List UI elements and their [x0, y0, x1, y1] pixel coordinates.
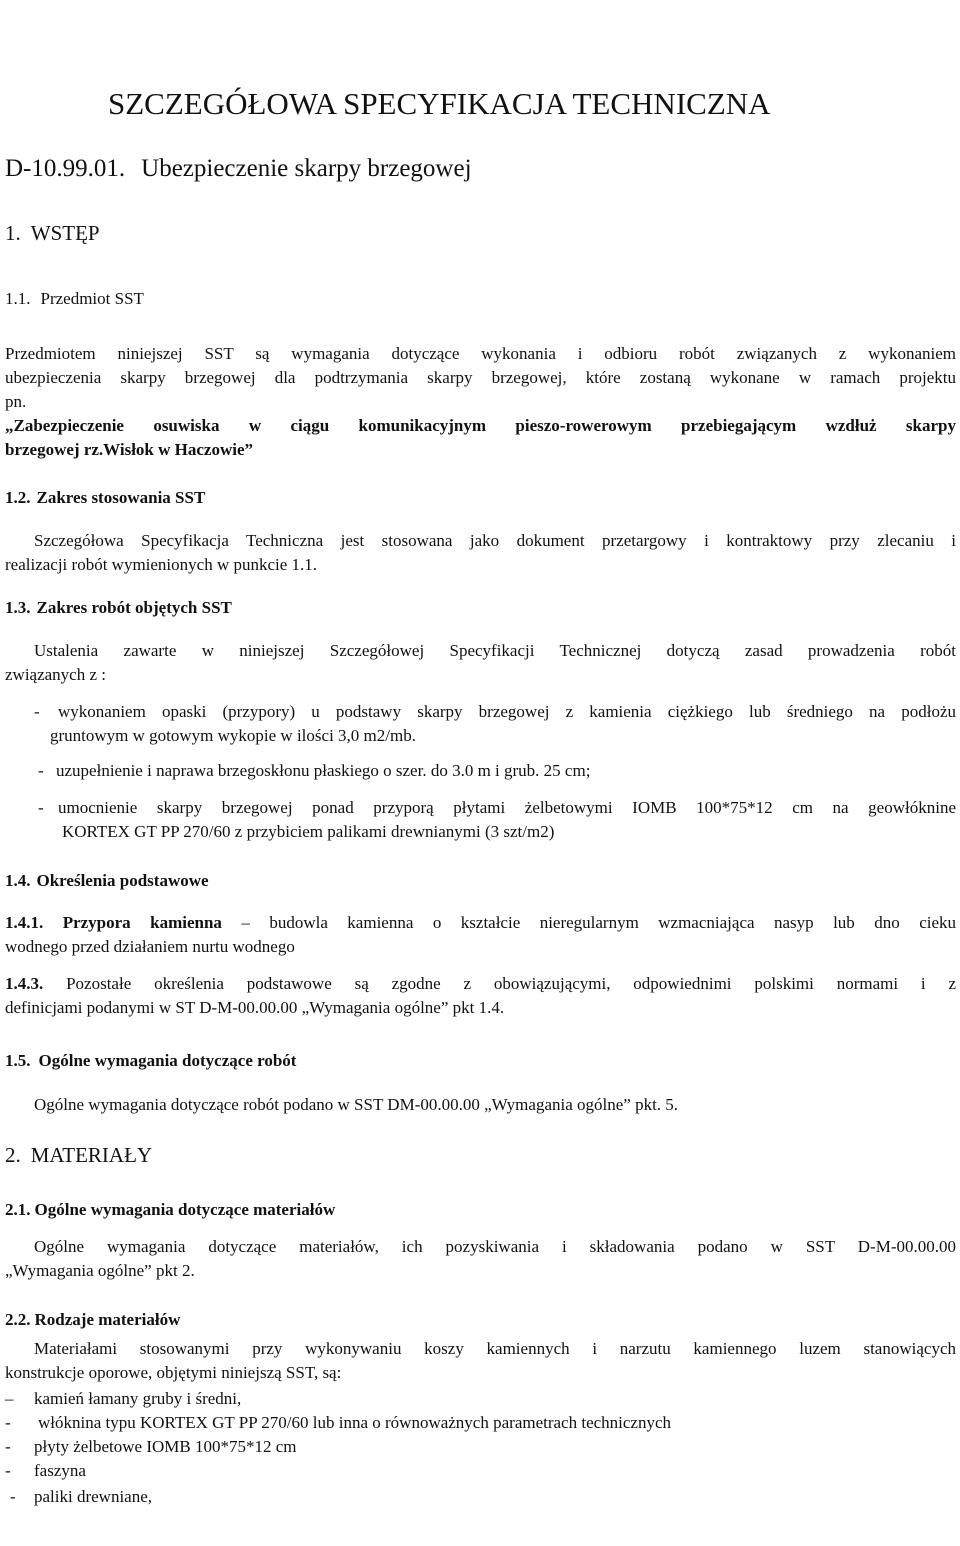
paragraph-line: Ustalenia zawarte w niniejszej Szczegółowej Specyfikacji Technicznej dotyczą zasad prowadzenia robót: [34, 641, 956, 660]
subsection-title: Zakres robót objętych SST: [36, 598, 232, 617]
project-name-line: „Zabezpieczenie osuwiska w ciągu komunikacyjnym pieszo-rowerowym przebiegającym wzdłuż skarpy: [5, 416, 956, 435]
section-number: 1.: [5, 221, 21, 245]
definition-number: 1.4.1.: [5, 913, 44, 932]
subsection-number: 2.2.: [5, 1310, 31, 1329]
paragraph-line: wodnego przed działaniem nurtu wodnego: [5, 937, 295, 956]
list-dash: -: [34, 702, 40, 721]
list-item: paliki drewniane,: [34, 1487, 153, 1506]
subsection-number: 1.5.: [5, 1051, 31, 1070]
definition-text: Pozostałe określenia podstawowe są zgodne z obowiązującymi, odpowiednimi polskimi normami i z: [66, 974, 957, 993]
paragraph-line: „Wymagania ogólne” pkt 2.: [5, 1261, 195, 1280]
definition-1-4-1: [5, 912, 956, 934]
subsection-1-3-heading: [5, 597, 232, 619]
paragraph-line: realizacji robót wymienionych w punkcie 1.1.: [5, 555, 318, 574]
paragraph-line: Przedmiotem niniejszej SST są wymagania dotyczące wykonania i odbioru robót związanych z wykonaniem: [5, 344, 956, 363]
list-dash: –: [5, 1389, 14, 1408]
paragraph-line: ubezpieczenia skarpy brzegowej dla podtrzymania skarpy brzegowej, które zostaną wykonane w ramach projektu: [5, 368, 956, 387]
section-title: WSTĘP: [30, 221, 100, 245]
list-item: włóknina typu KORTEX GT PP 270/60 lub inna o równoważnych parametrach technicznych: [38, 1413, 672, 1432]
definition-term: Przypora kamienna: [62, 913, 222, 932]
project-name-line: brzegowej rz.Wisłok w Haczowie”: [5, 440, 254, 459]
paragraph-line: definicjami podanymi w ST D-M-00.00.00 „Wymagania ogólne” pkt 1.4.: [5, 998, 505, 1017]
subsection-title: Ogólne wymagania dotyczące robót: [38, 1051, 297, 1070]
subsection-1-1-heading: [5, 288, 144, 310]
subsection-number: 1.3.: [5, 598, 31, 617]
subsection-2-1-heading: [5, 1199, 335, 1221]
subsection-title: Przedmiot SST: [40, 289, 144, 308]
section-2-heading: [5, 1142, 152, 1168]
list-item: kamień łamany gruby i średni,: [34, 1389, 242, 1408]
subsection-1-4-heading: [5, 870, 209, 892]
list-item-line: uzupełnienie i naprawa brzegoskłonu płaskiego o szer. do 3.0 m i grub. 25 cm;: [56, 761, 591, 780]
subsection-number: 1.4.: [5, 871, 31, 890]
section-number: 2.: [5, 1143, 21, 1167]
list-item-line: wykonaniem opaski (przypory) u podstawy skarpy brzegowej z kamienia ciężkiego lub średniego na podłożu: [58, 702, 956, 721]
paragraph-line: Ogólne wymagania dotyczące materiałów, ich pozyskiwania i składowania podano w SST D-M-00.00.00: [34, 1237, 956, 1256]
subsection-number: 1.2.: [5, 488, 31, 507]
subsection-title: Ogólne wymagania dotyczące materiałów: [34, 1200, 336, 1219]
spec-heading: [5, 154, 472, 184]
subsection-title: Zakres stosowania SST: [36, 488, 206, 507]
section-title: MATERIAŁY: [30, 1143, 153, 1167]
paragraph-line: konstrukcje oporowe, objętymi niniejszą SST, są:: [5, 1363, 342, 1382]
list-item-line: KORTEX GT PP 270/60 z przybiciem palikami drewnianymi (3 szt/m2): [62, 822, 555, 841]
paragraph-line: pn.: [5, 392, 27, 411]
definition-number: 1.4.3.: [5, 974, 44, 993]
list-item-line: gruntowym w gotowym wykopie w ilości 3,0 m2/mb.: [50, 726, 416, 745]
list-dash: -: [5, 1437, 11, 1456]
subsection-1-5-heading: [5, 1050, 296, 1072]
paragraph-line: związanych z :: [5, 665, 106, 684]
subsection-2-2-heading: [5, 1309, 180, 1331]
subsection-title: Określenia podstawowe: [36, 871, 209, 890]
subsection-number: 1.1.: [5, 289, 31, 308]
definition-text: – budowla kamienna o kształcie nieregularnym wzmacniająca nasyp lub dno cieku: [241, 913, 957, 932]
document-title: SZCZEGÓŁOWA SPECYFIKACJA TECHNICZNA: [108, 86, 771, 121]
spec-name: Ubezpieczenie skarpy brzegowej: [141, 155, 472, 182]
subsection-number: 2.1.: [5, 1200, 31, 1219]
list-item: płyty żelbetowe IOMB 100*75*12 cm: [34, 1437, 297, 1456]
list-dash: -: [5, 1413, 11, 1432]
list-item: faszyna: [34, 1461, 86, 1480]
paragraph-line: Szczegółowa Specyfikacja Techniczna jest stosowana jako dokument przetargowy i kontraktowy przy zlecaniu i: [34, 531, 956, 550]
list-item-line: umocnienie skarpy brzegowej ponad przyporą płytami żelbetowymi IOMB 100*75*12 cm na geowłóknine: [58, 798, 956, 817]
list-dash: -: [38, 798, 44, 817]
list-dash: -: [10, 1487, 16, 1506]
paragraph-line: Ogólne wymagania dotyczące robót podano w SST DM-00.00.00 „Wymagania ogólne” pkt. 5.: [34, 1095, 679, 1114]
spec-code: D-10.99.01.: [5, 155, 126, 182]
definition-1-4-3: [5, 973, 956, 995]
list-dash: -: [5, 1461, 11, 1480]
subsection-1-2-heading: [5, 487, 205, 509]
subsection-title: Rodzaje materiałów: [34, 1310, 181, 1329]
list-dash: -: [38, 761, 44, 780]
section-1-heading: [5, 220, 100, 246]
paragraph-line: Materiałami stosowanymi przy wykonywaniu koszy kamiennych i narzutu kamiennego luzem stanowiących: [34, 1339, 956, 1358]
